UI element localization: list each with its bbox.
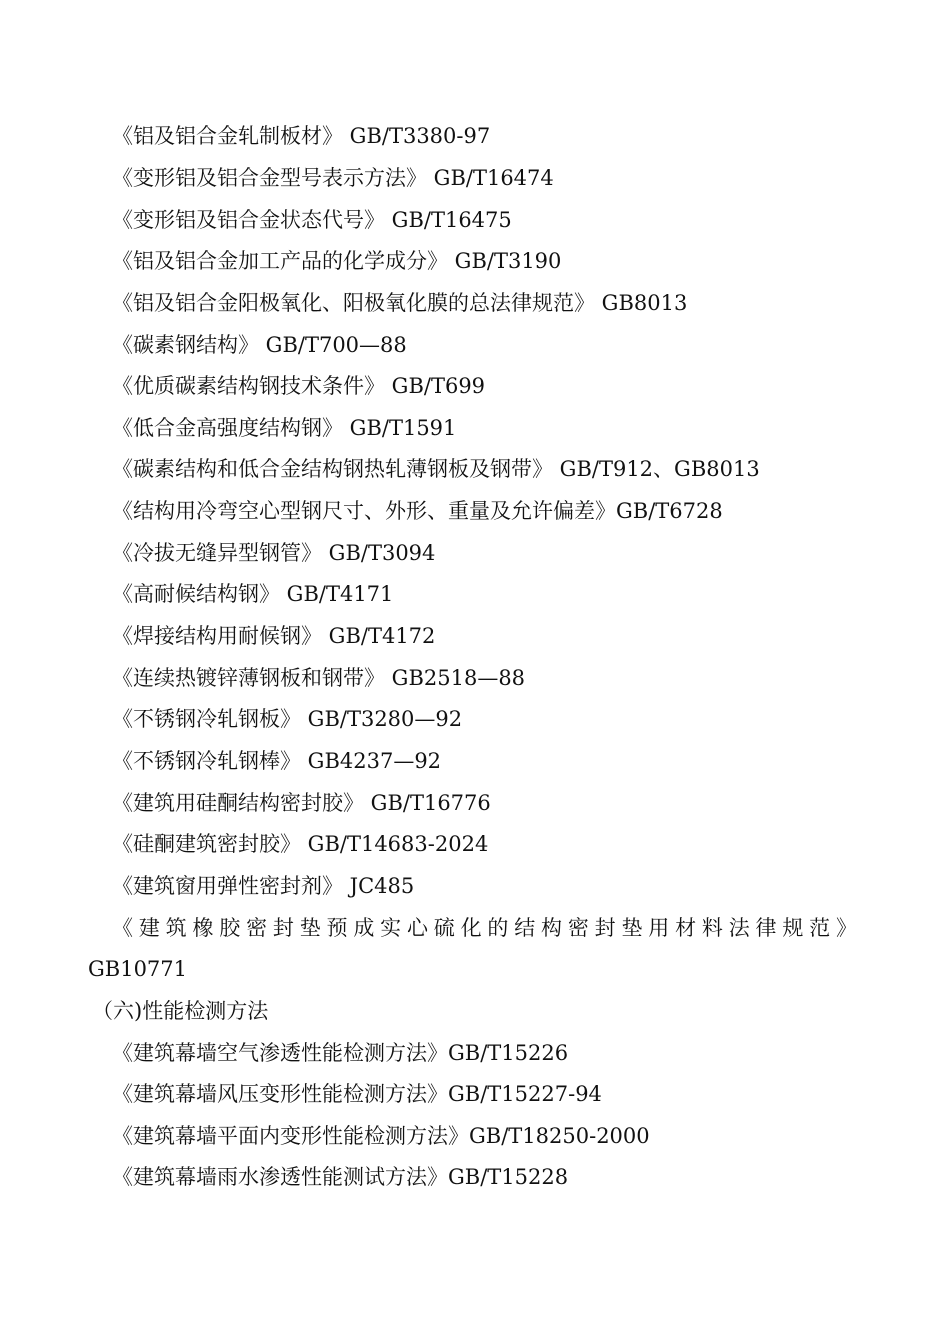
- test-method-item: 《建筑幕墙风压变形性能检测方法》GB/T15227-94: [112, 1082, 602, 1106]
- standard-item: 《不锈钢冷轧钢板》 GB/T3280—92: [112, 707, 463, 731]
- standard-item: 《优质碳素结构钢技术条件》 GB/T699: [112, 374, 486, 398]
- test-method-item: 《建筑幕墙平面内变形性能检测方法》GB/T18250-2000: [112, 1124, 650, 1148]
- test-method-item: 《建筑幕墙空气渗透性能检测方法》GB/T15226: [112, 1041, 569, 1065]
- standard-item: 《焊接结构用耐候钢》 GB/T4172: [112, 624, 436, 648]
- standard-item: 《结构用冷弯空心型钢尺寸、外形、重量及允许偏差》GB/T6728: [112, 499, 723, 523]
- standard-item: 《铝及铝合金轧制板材》 GB/T3380-97: [112, 124, 491, 148]
- section-heading: （六)性能检测方法: [92, 999, 269, 1023]
- standard-item: 《高耐候结构钢》 GB/T4171: [112, 582, 394, 606]
- standard-item: 《连续热镀锌薄钢板和钢带》 GB2518—88: [112, 666, 526, 690]
- standard-item: 《不锈钢冷轧钢棒》 GB4237—92: [112, 749, 442, 773]
- standard-item: 《硅酮建筑密封胶》 GB/T14683-2024: [112, 832, 489, 856]
- standard-item: 《铝及铝合金阳极氧化、阳极氧化膜的总法律规范》 GB8013: [112, 291, 688, 315]
- long-standard-code: GB10771: [88, 957, 188, 981]
- standard-item: 《冷拔无缝异型钢管》 GB/T3094: [112, 541, 436, 565]
- test-method-item: 《建筑幕墙雨水渗透性能测试方法》GB/T15228: [112, 1165, 569, 1189]
- standard-item: 《铝及铝合金加工产品的化学成分》 GB/T3190: [112, 249, 562, 273]
- standard-item: 《变形铝及铝合金型号表示方法》 GB/T16474: [112, 166, 554, 190]
- standard-item: 《建筑用硅酮结构密封胶》 GB/T16776: [112, 791, 491, 815]
- long-standard-title: 《建筑橡胶密封垫预成实心硫化的结构密封垫用材料法律规范》: [112, 916, 857, 940]
- standard-item: 《变形铝及铝合金状态代号》 GB/T16475: [112, 208, 512, 232]
- standard-item: 《低合金高强度结构钢》 GB/T1591: [112, 416, 457, 440]
- standard-item: 《建筑窗用弹性密封剂》 JC485: [112, 874, 415, 898]
- standard-item: 《碳素钢结构》 GB/T700—88: [112, 333, 407, 357]
- standard-item: 《碳素结构和低合金结构钢热轧薄钢板及钢带》 GB/T912、GB8013: [112, 457, 760, 481]
